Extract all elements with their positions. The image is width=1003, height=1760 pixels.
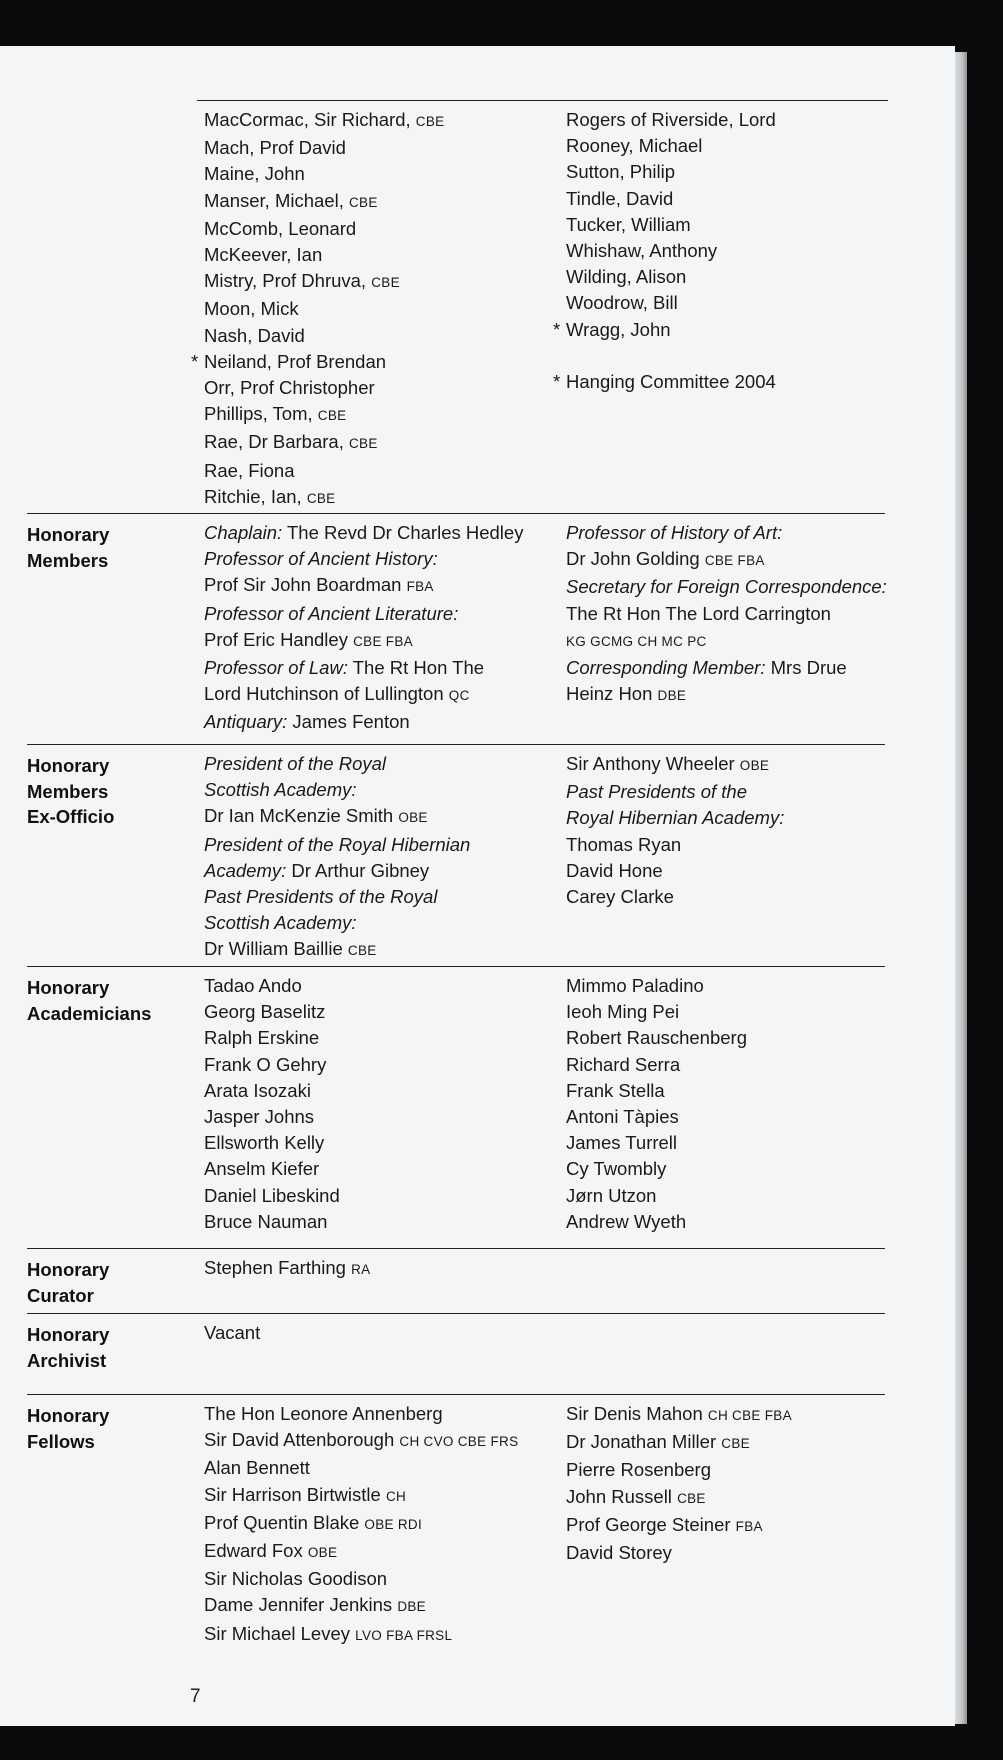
member-name: Jørn Utzon — [566, 1184, 657, 1206]
member-name: Arata Isozaki — [204, 1079, 311, 1101]
member-name: Frank O Gehry — [204, 1053, 327, 1075]
list-item — [566, 290, 946, 316]
honours-postnominal: CH — [385, 1488, 407, 1504]
role-title: Professor of Ancient Literature: — [204, 602, 459, 624]
section-label: Honorary Members — [27, 524, 110, 571]
role-title: President of the Royal Hibernian — [204, 833, 471, 855]
list-item — [566, 973, 946, 999]
list-item — [566, 343, 946, 369]
member-name: Frank Stella — [566, 1079, 665, 1101]
member-name: Phillips, Tom, — [204, 403, 318, 425]
left-column — [204, 1255, 559, 1283]
list-item — [204, 1183, 559, 1209]
member-name: Woodrow, Bill — [566, 292, 678, 314]
member-name: Antoni Tàpies — [566, 1106, 679, 1128]
list-item — [204, 751, 559, 777]
member-name: Prof George Steiner — [566, 1513, 736, 1535]
list-item — [566, 681, 946, 709]
section-label: Honorary Curator — [27, 1259, 110, 1306]
page-number: 7 — [190, 1686, 201, 1707]
list-item — [204, 429, 559, 457]
list-item — [204, 161, 559, 187]
list-item — [566, 751, 946, 779]
member-name: Ellsworth Kelly — [204, 1132, 325, 1154]
honours-postnominal: LVO FBA FRSL — [355, 1627, 453, 1643]
member-name: Sir Denis Mahon — [566, 1403, 708, 1424]
honours-postnominal: DBE — [657, 688, 687, 704]
member-name: Nash, David — [204, 324, 305, 346]
section-honorary-members — [27, 513, 885, 745]
list-item — [204, 1130, 559, 1156]
list-item — [204, 1592, 559, 1620]
honours-postnominal: CBE — [317, 408, 347, 424]
member-name: Moon, Mick — [204, 298, 299, 320]
list-item — [204, 375, 559, 401]
list-item — [204, 1156, 559, 1182]
honours-postnominal: CBE — [371, 275, 400, 291]
role-title: Chaplain: — [204, 522, 283, 543]
list-item — [566, 1540, 946, 1566]
honours-postnominal: QC — [448, 688, 470, 704]
member-name: Dr William Baillie — [204, 938, 348, 960]
member-name: Sir Nicholas Goodison — [204, 1568, 388, 1590]
honours-postnominal: CBE FBA — [704, 553, 765, 569]
list-item — [566, 1457, 946, 1483]
list-item — [204, 107, 559, 135]
list-item — [566, 627, 946, 655]
honours-postnominal: CH CBE FBA — [707, 1408, 792, 1423]
role-title: Professor of Ancient History: — [204, 548, 438, 570]
list-item — [204, 1078, 559, 1104]
list-item — [566, 1078, 946, 1104]
list-item — [204, 884, 559, 910]
list-item — [204, 777, 559, 803]
member-name: Dr John Golding — [566, 548, 705, 570]
list-item — [566, 1183, 946, 1209]
list-item — [204, 1482, 559, 1510]
list-item — [204, 832, 559, 858]
list-item — [204, 858, 559, 884]
member-name: Lord Hutchinson of Lullington — [204, 683, 449, 705]
section-label: Honorary Fellows — [27, 1405, 110, 1452]
list-item — [566, 546, 946, 574]
list-item — [566, 1209, 946, 1235]
list-item — [204, 1255, 559, 1283]
member-name: Georg Baselitz — [204, 1001, 326, 1023]
role-title: Antiquary: — [204, 711, 288, 733]
list-item — [204, 296, 559, 322]
member-name: The Hon Leonore Annenberg — [204, 1403, 443, 1424]
right-column — [566, 751, 946, 910]
member-name: Hanging Committee 2004 — [566, 371, 776, 393]
list-item — [204, 803, 559, 831]
right-column — [553, 107, 946, 395]
list-item — [566, 655, 946, 681]
list-item — [204, 1566, 559, 1592]
honours-postnominal: OBE — [398, 810, 428, 826]
member-name: Mrs Drue — [765, 657, 847, 679]
hanging-committee-marker: * — [553, 318, 561, 340]
list-item — [566, 1104, 946, 1130]
list-item — [204, 135, 559, 161]
list-item — [204, 188, 559, 216]
section-label: Honorary Archivist — [27, 1324, 110, 1371]
role-title: Past Presidents of the — [566, 781, 747, 803]
right-column — [566, 973, 946, 1235]
member-name: Ralph Erskine — [204, 1027, 320, 1049]
list-item — [204, 1025, 559, 1051]
list-item — [566, 212, 946, 238]
honours-postnominal: CBE — [348, 436, 378, 452]
honours-postnominal: DBE — [397, 1599, 426, 1615]
list-item — [553, 369, 946, 395]
member-name: Bruce Nauman — [204, 1210, 328, 1232]
honours-postnominal: FBA — [406, 579, 434, 595]
left-column — [204, 973, 559, 1235]
member-name: Rae, Fiona — [204, 459, 295, 481]
list-item — [566, 520, 946, 546]
member-name: Jasper Johns — [204, 1106, 315, 1128]
list-item — [204, 1052, 559, 1078]
member-name: The Rt Hon The Lord Carrington — [566, 602, 831, 624]
list-item — [566, 779, 946, 805]
member-name: Sutton, Philip — [566, 161, 676, 183]
member-name: Alan Bennett — [204, 1457, 310, 1479]
member-name: Edward Fox — [204, 1540, 308, 1562]
honours-postnominal: CH CVO CBE FRS — [399, 1434, 519, 1450]
list-item — [566, 1484, 946, 1512]
member-name: Cy Twombly — [566, 1158, 667, 1180]
list-item — [204, 1209, 559, 1235]
list-item — [204, 520, 559, 546]
member-name: James Turrell — [566, 1132, 678, 1154]
member-name: Orr, Prof Christopher — [204, 377, 375, 399]
section-honorary-curator — [27, 1248, 885, 1314]
member-name: MacCormac, Sir Richard, — [204, 109, 416, 130]
section-honorary-archivist — [27, 1313, 885, 1395]
member-name: Rae, Dr Barbara, — [204, 431, 349, 453]
member-name: Manser, Michael, — [204, 189, 349, 211]
list-item — [204, 973, 559, 999]
role-title: President of the Royal — [204, 753, 387, 774]
list-item — [566, 999, 946, 1025]
list-item — [204, 546, 559, 572]
list-item — [204, 910, 559, 936]
list-item — [204, 709, 559, 735]
member-name: Prof Sir John Boardman — [204, 574, 407, 596]
list-item — [566, 107, 946, 133]
page-edge — [955, 52, 967, 1724]
section-label: Honorary Academicians — [27, 977, 152, 1024]
member-name: Anselm Kiefer — [204, 1158, 320, 1180]
member-name: Dr Ian McKenzie Smith — [204, 805, 399, 827]
member-name: Dr Arthur Gibney — [286, 859, 430, 881]
member-name: Neiland, Prof Brendan — [204, 350, 387, 372]
section-honorary-members-ex-officio — [27, 744, 885, 967]
member-name: Andrew Wyeth — [566, 1210, 687, 1232]
list-item — [566, 601, 946, 627]
honours-postnominal: CBE FBA — [353, 633, 413, 649]
member-name: Thomas Ryan — [566, 833, 682, 855]
list-item — [566, 264, 946, 290]
member-name: Sir Michael Levey — [204, 1622, 356, 1644]
list-item — [191, 349, 559, 375]
member-name: Stephen Farthing — [204, 1257, 352, 1278]
list-item — [566, 805, 946, 831]
list-item — [566, 858, 946, 884]
honours-postnominal: CBE — [677, 1490, 706, 1506]
member-name: Dr Jonathan Miller — [566, 1431, 722, 1453]
member-name: Ieoh Ming Pei — [566, 1001, 680, 1023]
section-honorary-fellows — [27, 1394, 885, 1715]
list-item — [204, 401, 559, 429]
member-name: Mimmo Paladino — [566, 975, 704, 996]
list-item — [566, 159, 946, 185]
list-item — [204, 572, 559, 600]
role-title: Secretary for Foreign Correspondence: — [566, 576, 887, 598]
list-item — [566, 1025, 946, 1051]
member-name: Sir Harrison Birtwistle — [204, 1483, 386, 1505]
member-name: Carey Clarke — [566, 886, 674, 908]
honours-postnominal: RA — [351, 1262, 371, 1277]
book-page — [0, 46, 955, 1726]
list-item — [204, 1510, 559, 1538]
member-name: Heinz Hon — [566, 683, 658, 705]
list-item — [204, 1427, 559, 1455]
honours-postnominal: CBE — [721, 1436, 750, 1452]
left-column — [204, 751, 559, 965]
honours-postnominal: CBE — [306, 490, 336, 506]
list-item — [566, 1429, 946, 1457]
list-item — [204, 627, 559, 655]
list-item — [204, 323, 559, 349]
role-title: Scottish Academy: — [204, 779, 357, 801]
member-name: McComb, Leonard — [204, 217, 357, 239]
member-name: Rogers of Riverside, Lord — [566, 109, 776, 130]
honours-postnominal: KG GCMG CH MC PC — [566, 633, 707, 649]
right-column — [566, 520, 946, 709]
member-name: Wragg, John — [566, 318, 671, 340]
member-name: Richard Serra — [566, 1053, 681, 1075]
member-name: McKeever, Ian — [204, 244, 323, 266]
list-item — [566, 1156, 946, 1182]
section-ra-members-cont — [191, 100, 888, 514]
honours-postnominal: OBE — [307, 1545, 338, 1561]
honours-postnominal: OBE — [739, 758, 770, 773]
honours-postnominal: CBE — [347, 943, 377, 959]
list-item — [204, 1401, 559, 1427]
role-title: Professor of History of Art: — [566, 522, 783, 543]
member-name: Sir Anthony Wheeler — [566, 753, 740, 774]
member-name: James Fenton — [287, 711, 410, 733]
member-name: Pierre Rosenberg — [566, 1459, 711, 1481]
member-name: The Revd Dr Charles Hedley — [282, 522, 524, 543]
member-name: Robert Rauschenberg — [566, 1027, 747, 1049]
list-item — [204, 1455, 559, 1481]
section-honorary-academicians — [27, 966, 885, 1249]
list-item — [204, 655, 559, 681]
member-name: Whishaw, Anthony — [566, 240, 718, 262]
role-title: Corresponding Member: — [566, 657, 766, 679]
list-item — [204, 681, 559, 709]
member-name: Mistry, Prof Dhruva, — [204, 270, 372, 292]
list-item — [204, 601, 559, 627]
left-column — [191, 107, 559, 512]
list-item — [204, 936, 559, 964]
list-item — [566, 1052, 946, 1078]
list-item — [204, 1320, 559, 1346]
hanging-committee-marker: * — [553, 371, 561, 393]
member-name: Prof Eric Handley — [204, 628, 354, 650]
role-title: Past Presidents of the Royal — [204, 886, 438, 908]
list-item — [204, 242, 559, 268]
list-item — [204, 458, 559, 484]
member-name: David Hone — [566, 859, 663, 881]
honours-postnominal: OBE RDI — [364, 1516, 423, 1532]
member-name: John Russell — [566, 1485, 678, 1507]
list-item — [566, 1512, 946, 1540]
member-name: Sir David Attenborough — [204, 1429, 400, 1451]
section-label: Honorary Members Ex-Officio — [27, 755, 115, 827]
list-item — [204, 484, 559, 512]
role-title: Royal Hibernian Academy: — [566, 807, 785, 829]
honours-postnominal: CBE — [348, 194, 378, 210]
member-name: Maine, John — [204, 163, 305, 185]
list-item — [204, 216, 559, 242]
hanging-committee-marker: * — [191, 350, 199, 372]
member-name: David Storey — [566, 1542, 672, 1564]
member-name: Tucker, William — [566, 213, 691, 235]
list-item — [553, 317, 946, 343]
list-item — [566, 1130, 946, 1156]
member-name: Dame Jennifer Jenkins — [204, 1594, 398, 1616]
list-item — [204, 1104, 559, 1130]
honours-postnominal: CBE — [415, 114, 445, 129]
list-item — [566, 186, 946, 212]
member-name: The Rt Hon The — [347, 657, 485, 679]
honours-postnominal: FBA — [735, 1518, 763, 1534]
member-name: Mach, Prof David — [204, 137, 346, 159]
list-item — [566, 238, 946, 264]
list-item — [566, 1401, 946, 1429]
list-item — [566, 832, 946, 858]
member-name: Daniel Libeskind — [204, 1184, 340, 1206]
left-column — [204, 1401, 559, 1649]
member-name: Tindle, David — [566, 187, 674, 209]
list-item — [204, 1621, 559, 1649]
list-item — [566, 884, 946, 910]
member-name: Vacant — [204, 1322, 261, 1343]
role-title: Professor of Law: — [204, 657, 348, 679]
list-item — [204, 1538, 559, 1566]
role-title: Academy: — [204, 859, 287, 881]
member-name: Prof Quentin Blake — [204, 1511, 365, 1533]
member-name: Wilding, Alison — [566, 266, 687, 288]
list-item — [566, 133, 946, 159]
member-name: Tadao Ando — [204, 975, 302, 996]
left-column — [204, 1320, 559, 1346]
list-item — [566, 574, 946, 600]
member-name: Ritchie, Ian, — [204, 485, 307, 507]
right-column — [566, 1401, 946, 1566]
member-name: Rooney, Michael — [566, 135, 703, 157]
list-item — [204, 999, 559, 1025]
left-column — [204, 520, 559, 736]
list-item — [204, 268, 559, 296]
role-title: Scottish Academy: — [204, 912, 357, 934]
